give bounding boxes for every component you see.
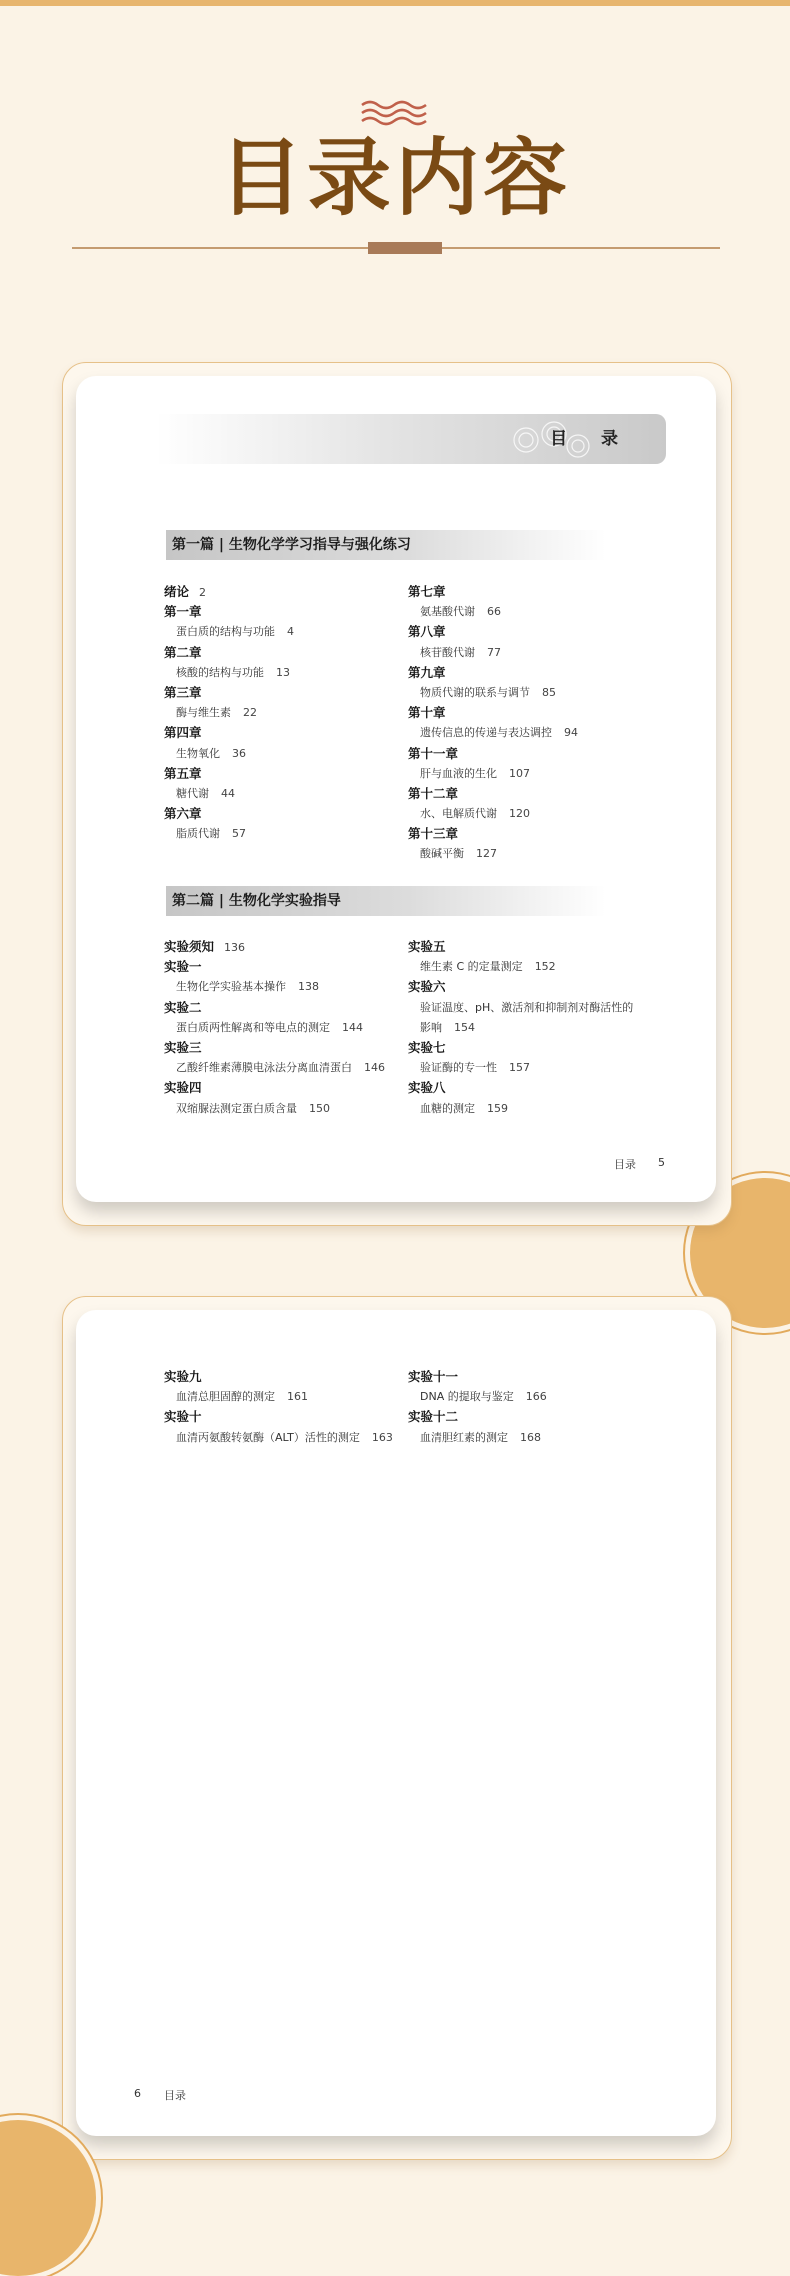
toc-entry-title: 实验六 (408, 979, 446, 995)
toc-entry-subtitle: 血清总胆固醇的测定 161 (176, 1390, 308, 1404)
toc-entry[interactable] (164, 764, 294, 804)
toc-column-part2-left (164, 937, 385, 1119)
toc-entry-subtitle: 蛋白质两性解离和等电点的测定 144 (176, 1020, 363, 1034)
toc-entry-title: 实验四 (164, 1080, 202, 1096)
toc-entry-title: 实验一 (164, 959, 202, 975)
toc-page-number: 136 (224, 941, 246, 954)
toc-entry-subtitle: 酶与维生素 22 (176, 706, 257, 720)
toc-entry-subtitle: 核苷酸代谢 77 (420, 645, 501, 659)
toc-entry-subtitle: 核酸的结构与功能 13 (176, 665, 290, 679)
toc-page-number: 36 (232, 746, 246, 760)
toc-column-part1-left (164, 582, 294, 844)
footer-page-number: 6 (134, 2087, 141, 2100)
toc-entry-subtitle: DNA 的提取与鉴定 166 (420, 1390, 547, 1404)
toc-entry-title: 第二章 (164, 644, 202, 660)
toc-entry[interactable] (408, 1078, 633, 1118)
toc-entry[interactable] (164, 957, 385, 997)
section-title-part2: 第二篇 | 生物化学实验指导 (172, 893, 341, 909)
toc-page-number: 138 (298, 980, 319, 994)
toc-page-number: 168 (520, 1430, 541, 1444)
toc-entry-title: 实验七 (408, 1039, 446, 1055)
toc-entry-subtitle: 乙酸纤维素薄膜电泳法分离血清蛋白 146 (176, 1061, 385, 1075)
toc-page-number: 152 (534, 960, 556, 974)
toc-page-number: 144 (342, 1020, 363, 1034)
toc-entry-title: 第七章 (408, 584, 446, 599)
toc-page-number: 94 (564, 726, 578, 740)
toc-entry-title: 实验九 (164, 1369, 202, 1384)
toc-entry-title: 第十二章 (408, 785, 459, 801)
toc-entry-title: 实验五 (408, 939, 446, 954)
footer-label: 目录 (614, 1158, 636, 1171)
page-title: 目录内容 (218, 128, 571, 227)
toc-entry-subtitle: 水、电解质代谢 120 (420, 807, 530, 821)
toc-column-page2-left (164, 1367, 393, 1448)
toc-entry-title: 绪论 2 (164, 584, 207, 599)
toc-page-number: 127 (476, 847, 497, 861)
toc-entry-title: 第四章 (164, 725, 202, 741)
toc-entry-title: 第十一章 (408, 745, 459, 761)
toc-entry[interactable] (164, 804, 294, 844)
toc-entry[interactable] (408, 784, 578, 824)
toc-page-number: 85 (542, 685, 556, 699)
toc-entry-subtitle: 蛋白质的结构与功能 4 (176, 625, 294, 639)
toc-entry-subtitle: 生物化学实验基本操作 138 (176, 980, 319, 994)
toc-entry-title: 实验三 (164, 1039, 202, 1055)
toc-entry-subtitle: 维生素 C 的定量测定 152 (420, 960, 556, 974)
toc-entry-subtitle: 脂质代谢 57 (176, 827, 246, 841)
toc-entry[interactable] (408, 1367, 547, 1407)
toc-page-number: 107 (509, 766, 530, 780)
toc-entry[interactable] (408, 824, 578, 864)
top-accent-bar (0, 0, 790, 6)
toc-entry[interactable] (164, 937, 385, 957)
toc-entry[interactable] (408, 1038, 633, 1078)
toc-entry-subtitle-cont: 影响 154 (420, 1020, 475, 1034)
toc-page-number: 77 (487, 645, 501, 659)
toc-entry-title: 第十章 (408, 705, 446, 721)
toc-page-number: 159 (487, 1101, 508, 1115)
toc-entry-subtitle: 验证酶的专一性 157 (420, 1061, 530, 1075)
toc-entry[interactable] (164, 1367, 393, 1407)
section-title-part1: 第一篇 | 生物化学学习指导与强化练习 (172, 537, 411, 553)
toc-entry-subtitle: 血清丙氨酸转氨酶（ALT）活性的测定 163 (176, 1430, 393, 1444)
toc-entry-title: 实验十 (164, 1409, 202, 1425)
toc-entry-subtitle: 生物氧化 36 (176, 746, 246, 760)
toc-entry-subtitle: 验证温度、pH、激活剂和抑制剂对酶活性的 (420, 1000, 634, 1014)
toc-page-number: 154 (454, 1020, 475, 1034)
toc-page-number: 163 (371, 1430, 393, 1444)
toc-header-label: 目 录 (550, 429, 632, 449)
toc-entry[interactable] (164, 683, 294, 723)
toc-page-1 (76, 376, 716, 1202)
toc-entry[interactable] (408, 937, 633, 977)
toc-entry[interactable] (408, 1407, 547, 1447)
toc-entry[interactable] (164, 602, 294, 642)
toc-entry[interactable] (164, 582, 294, 602)
toc-entry[interactable] (164, 643, 294, 683)
section-band-part2 (166, 886, 606, 916)
toc-entry[interactable] (164, 1407, 393, 1447)
toc-page-number: 120 (509, 807, 530, 821)
toc-column-part1-right (408, 582, 578, 865)
toc-page-number: 161 (287, 1390, 308, 1404)
section-band-part1 (166, 530, 606, 560)
toc-page-number: 150 (309, 1101, 330, 1115)
toc-page-number: 146 (364, 1061, 385, 1075)
toc-entry-title: 实验十二 (408, 1409, 459, 1425)
toc-entry-title: 第六章 (164, 806, 202, 822)
toc-entry[interactable] (408, 744, 578, 784)
toc-page-number: 22 (243, 706, 257, 720)
wave-icon (360, 100, 430, 126)
toc-entry-title: 第五章 (164, 765, 202, 781)
toc-entry-title: 第一章 (164, 604, 202, 620)
toc-page-2 (76, 1310, 716, 2136)
toc-entry[interactable] (408, 582, 578, 622)
toc-entry-title: 第八章 (408, 624, 446, 640)
toc-entry[interactable] (164, 723, 294, 763)
toc-entry-subtitle: 酸碱平衡 127 (420, 847, 497, 861)
toc-page-number: 44 (221, 786, 235, 800)
toc-entry-subtitle: 物质代谢的联系与调节 85 (420, 685, 556, 699)
toc-entry[interactable] (408, 977, 633, 1038)
toc-entry[interactable] (164, 1038, 385, 1078)
toc-page-number: 166 (525, 1390, 547, 1404)
toc-entry-title: 第九章 (408, 664, 446, 680)
toc-entry-subtitle: 糖代谢 44 (176, 786, 235, 800)
footer-label: 目录 (164, 2089, 186, 2102)
toc-entry-subtitle: 遗传信息的传递与表达调控 94 (420, 726, 578, 740)
toc-entry-title: 第十三章 (408, 826, 459, 842)
toc-entry-subtitle: 血糖的测定 159 (420, 1101, 508, 1115)
toc-entry-subtitle: 氨基酸代谢 66 (420, 605, 501, 619)
toc-entry-subtitle: 血清胆红素的测定 168 (420, 1430, 541, 1444)
toc-header-band (156, 414, 666, 464)
toc-page-number: 13 (276, 665, 290, 679)
toc-page-number: 57 (232, 827, 246, 841)
toc-entry-title: 实验十一 (408, 1369, 459, 1384)
toc-entry[interactable] (408, 622, 578, 662)
toc-entry-subtitle: 双缩脲法测定蛋白质含量 150 (176, 1101, 330, 1115)
toc-page-number: 157 (509, 1061, 530, 1075)
toc-entry-title: 实验八 (408, 1080, 446, 1096)
toc-entry[interactable] (408, 663, 578, 703)
toc-page-number: 66 (487, 605, 501, 619)
toc-entry-title: 实验须知 136 (164, 939, 246, 954)
title-divider-accent (368, 242, 442, 254)
toc-column-part2-right (408, 937, 633, 1119)
toc-column-page2-right (408, 1367, 547, 1448)
toc-entry-title: 实验二 (164, 999, 202, 1015)
toc-page-number: 2 (199, 586, 207, 599)
toc-page-number: 4 (287, 625, 294, 639)
toc-entry-subtitle: 肝与血液的生化 107 (420, 766, 530, 780)
toc-entry[interactable] (164, 998, 385, 1038)
footer-page-number: 5 (658, 1156, 665, 1169)
toc-entry[interactable] (408, 703, 578, 743)
toc-entry[interactable] (164, 1078, 385, 1118)
toc-entry-title: 第三章 (164, 684, 202, 700)
